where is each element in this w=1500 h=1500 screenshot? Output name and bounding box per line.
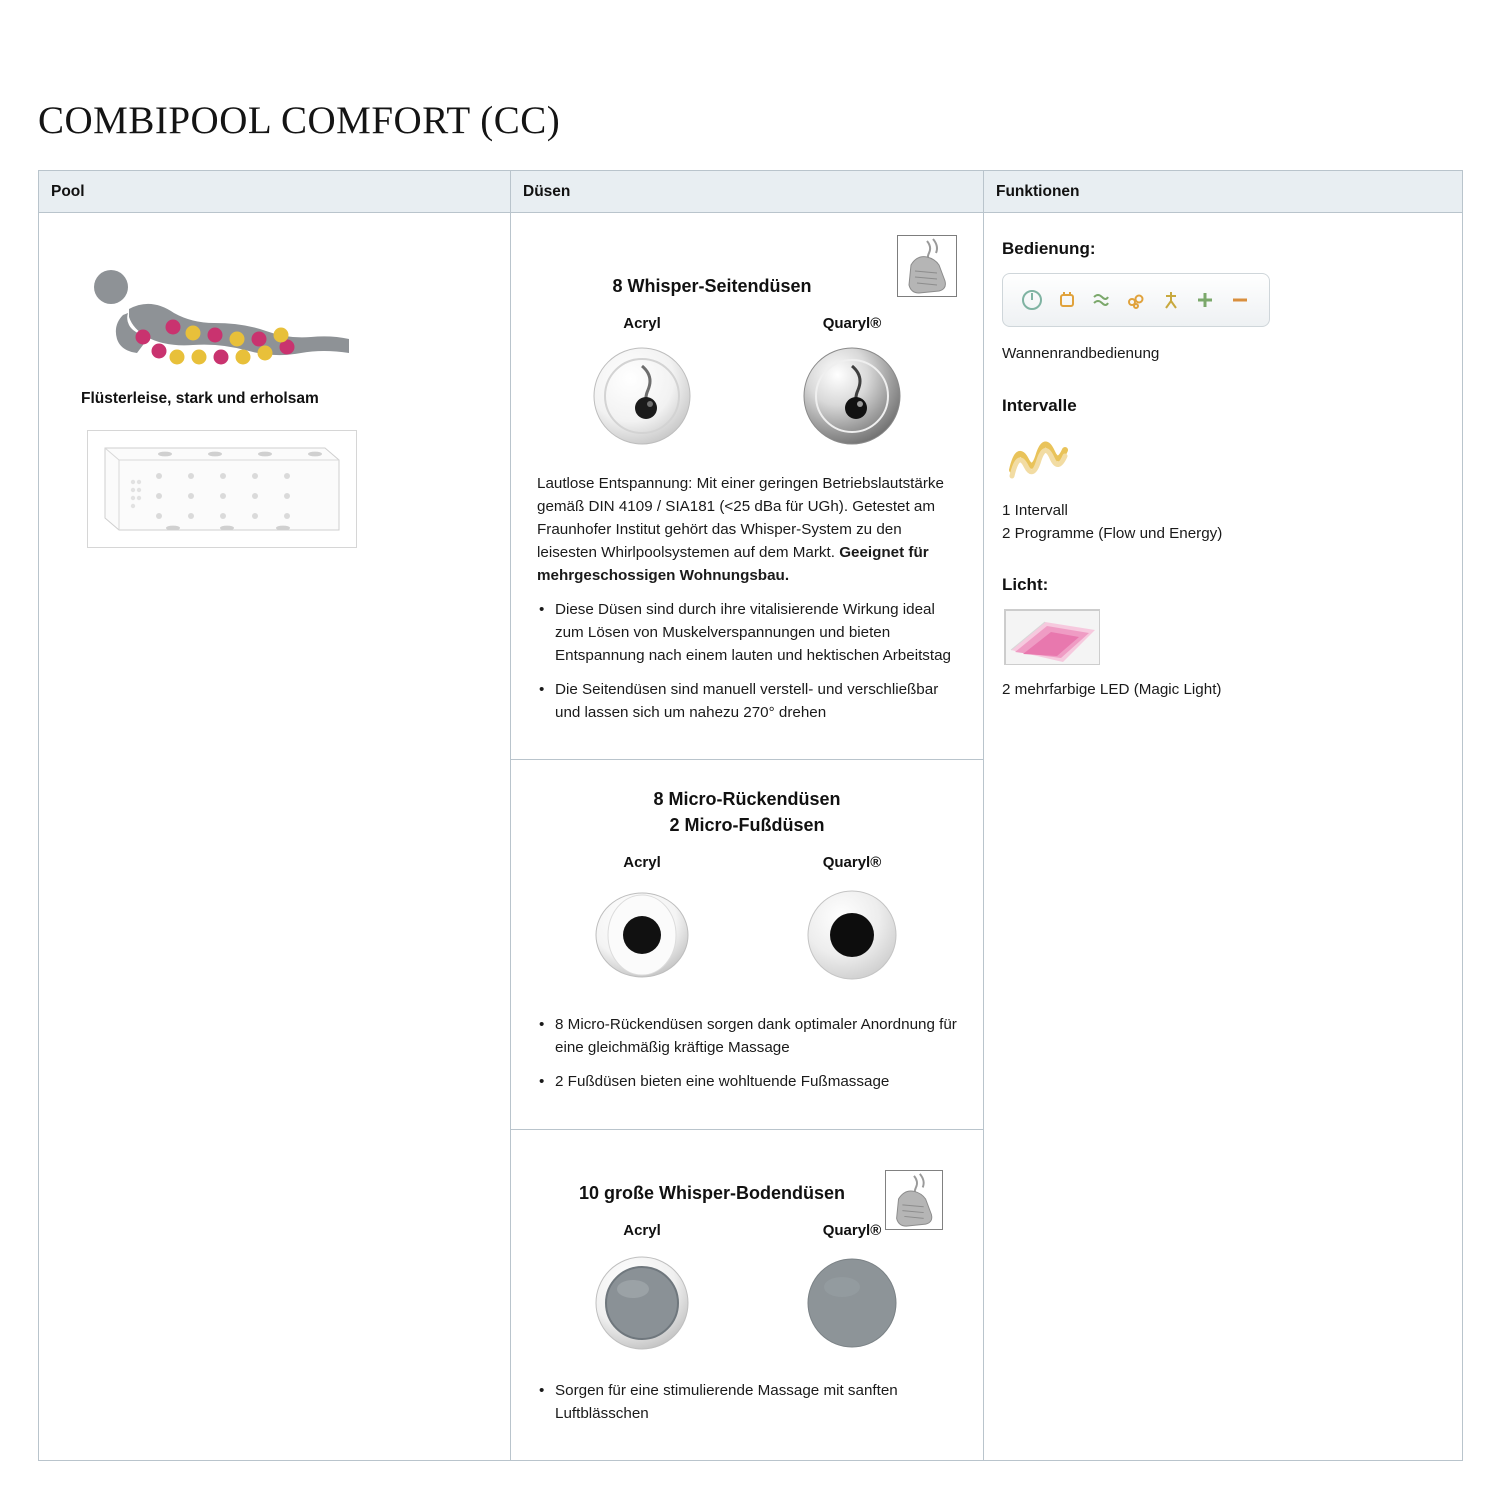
light-icon bbox=[1160, 289, 1182, 311]
header-jets: Düsen bbox=[511, 171, 984, 212]
section-bullets bbox=[537, 598, 957, 724]
wave-interval-icon bbox=[1004, 430, 1074, 488]
list-item: • 2 Fußdüsen bieten eine wohltuende Fußmassage bbox=[537, 1070, 957, 1093]
flow-icon bbox=[1090, 289, 1112, 311]
section-bullets bbox=[537, 1379, 957, 1425]
material-row bbox=[537, 1222, 957, 1359]
material-acryl bbox=[545, 1222, 738, 1359]
section-title: 10 große Whisper-Bodendüsen bbox=[578, 1182, 846, 1203]
plus-icon[interactable] bbox=[1194, 289, 1216, 311]
material-quaryl bbox=[755, 854, 948, 991]
list-item: • Diese Düsen sind durch ihre vitalisierende Wirkung ideal zum Lösen von Muskelverspannungen und bieten Entspannung nach einem lauten und hektischen Arbeitstag bbox=[537, 598, 957, 667]
material-label: Quaryl® bbox=[822, 315, 882, 333]
jet-acryl-micro-icon bbox=[545, 879, 738, 991]
material-row bbox=[537, 315, 957, 452]
table-body-row bbox=[39, 213, 1462, 1460]
header-functions: Funktionen bbox=[996, 182, 1080, 200]
header-pool: Pool bbox=[39, 171, 511, 212]
whisper-hand-icon bbox=[885, 1170, 943, 1235]
material-row bbox=[537, 854, 957, 991]
intervals-line-2: 2 Programme (Flow und Energy) bbox=[1002, 524, 1223, 542]
material-quaryl bbox=[755, 315, 948, 452]
minus-icon[interactable] bbox=[1229, 289, 1251, 311]
section-bullets bbox=[537, 1013, 957, 1093]
power-icon bbox=[1021, 289, 1043, 311]
reclining-person-with-jets-icon bbox=[81, 265, 381, 380]
jet-section-micro bbox=[511, 760, 983, 1129]
list-item: • 8 Micro-Rückendüsen sorgen dank optimaler Anordnung für eine gleichmäßig kräftige Massage bbox=[537, 1013, 957, 1059]
section-paragraph bbox=[537, 472, 957, 587]
spec-table bbox=[38, 170, 1463, 1461]
paragraph-bold: Geeignet für mehrgeschossigen Wohnungsbau. bbox=[537, 544, 929, 585]
control-panel[interactable] bbox=[1002, 273, 1270, 327]
jet-acryl-whisper-side-icon bbox=[545, 340, 738, 452]
material-label: Quaryl® bbox=[822, 1221, 882, 1239]
material-acryl bbox=[545, 315, 738, 452]
section-title-line2: 2 Micro-Fußdüsen bbox=[669, 815, 825, 836]
table-header-row bbox=[39, 171, 1462, 213]
magic-light-photo bbox=[1004, 609, 1100, 665]
bathtub-diagram-icon bbox=[87, 430, 357, 548]
jets-icon bbox=[1056, 289, 1078, 311]
whisper-hand-icon bbox=[897, 235, 957, 302]
functions-column bbox=[984, 213, 1462, 1460]
jet-section-floor bbox=[511, 1130, 983, 1460]
material-label: Quaryl® bbox=[822, 854, 882, 872]
list-item: • Die Seitendüsen sind manuell verstell- und verschließbar und lassen sich um nahezu 270° drehen bbox=[537, 678, 957, 724]
light-caption: 2 mehrfarbige LED (Magic Light) bbox=[1002, 681, 1222, 699]
material-label: Acryl bbox=[623, 1221, 661, 1239]
jet-acryl-floor-icon bbox=[545, 1247, 738, 1359]
jet-section-whisper-side bbox=[511, 213, 983, 760]
light-heading: Licht: bbox=[1002, 575, 1049, 595]
operation-heading: Bedienung: bbox=[1002, 239, 1096, 258]
material-quaryl bbox=[755, 1222, 948, 1359]
jet-quaryl-floor-icon bbox=[755, 1247, 948, 1359]
operation-caption: Wannenrandbedienung bbox=[1002, 345, 1160, 362]
paragraph-lead: Lautlose Entspannung: Mit einer geringen Betriebslautstärke gemäß DIN 4109 / SIA181 (<25 dBa für UGh). Getestet am Fraunhofer Institut gehört das Whisper-System zu den leisesten Whirlpoolsystemen auf dem Markt. bbox=[537, 475, 944, 562]
material-label: Acryl bbox=[623, 854, 661, 872]
intervals-line-1: 1 Intervall bbox=[1002, 501, 1068, 519]
material-label: Acryl bbox=[623, 315, 661, 333]
jet-quaryl-micro-icon bbox=[755, 879, 948, 991]
jet-quaryl-whisper-side-icon bbox=[755, 340, 948, 452]
section-title-line1: 8 Micro-Rückendüsen bbox=[653, 789, 841, 810]
pool-column bbox=[39, 213, 511, 1460]
material-acryl bbox=[545, 854, 738, 991]
pool-caption: Flüsterleise, stark und erholsam bbox=[81, 390, 319, 407]
jets-column bbox=[511, 213, 984, 1460]
intervals-heading: Intervalle bbox=[1002, 395, 1077, 415]
list-item: • Sorgen für eine stimulierende Massage mit sanften Luftblässchen bbox=[537, 1379, 957, 1425]
page-title: COMBIPOOL COMFORT (CC) bbox=[38, 99, 561, 142]
bubbles-icon bbox=[1125, 289, 1147, 311]
section-title: 8 Whisper-Seitendüsen bbox=[612, 276, 812, 296]
